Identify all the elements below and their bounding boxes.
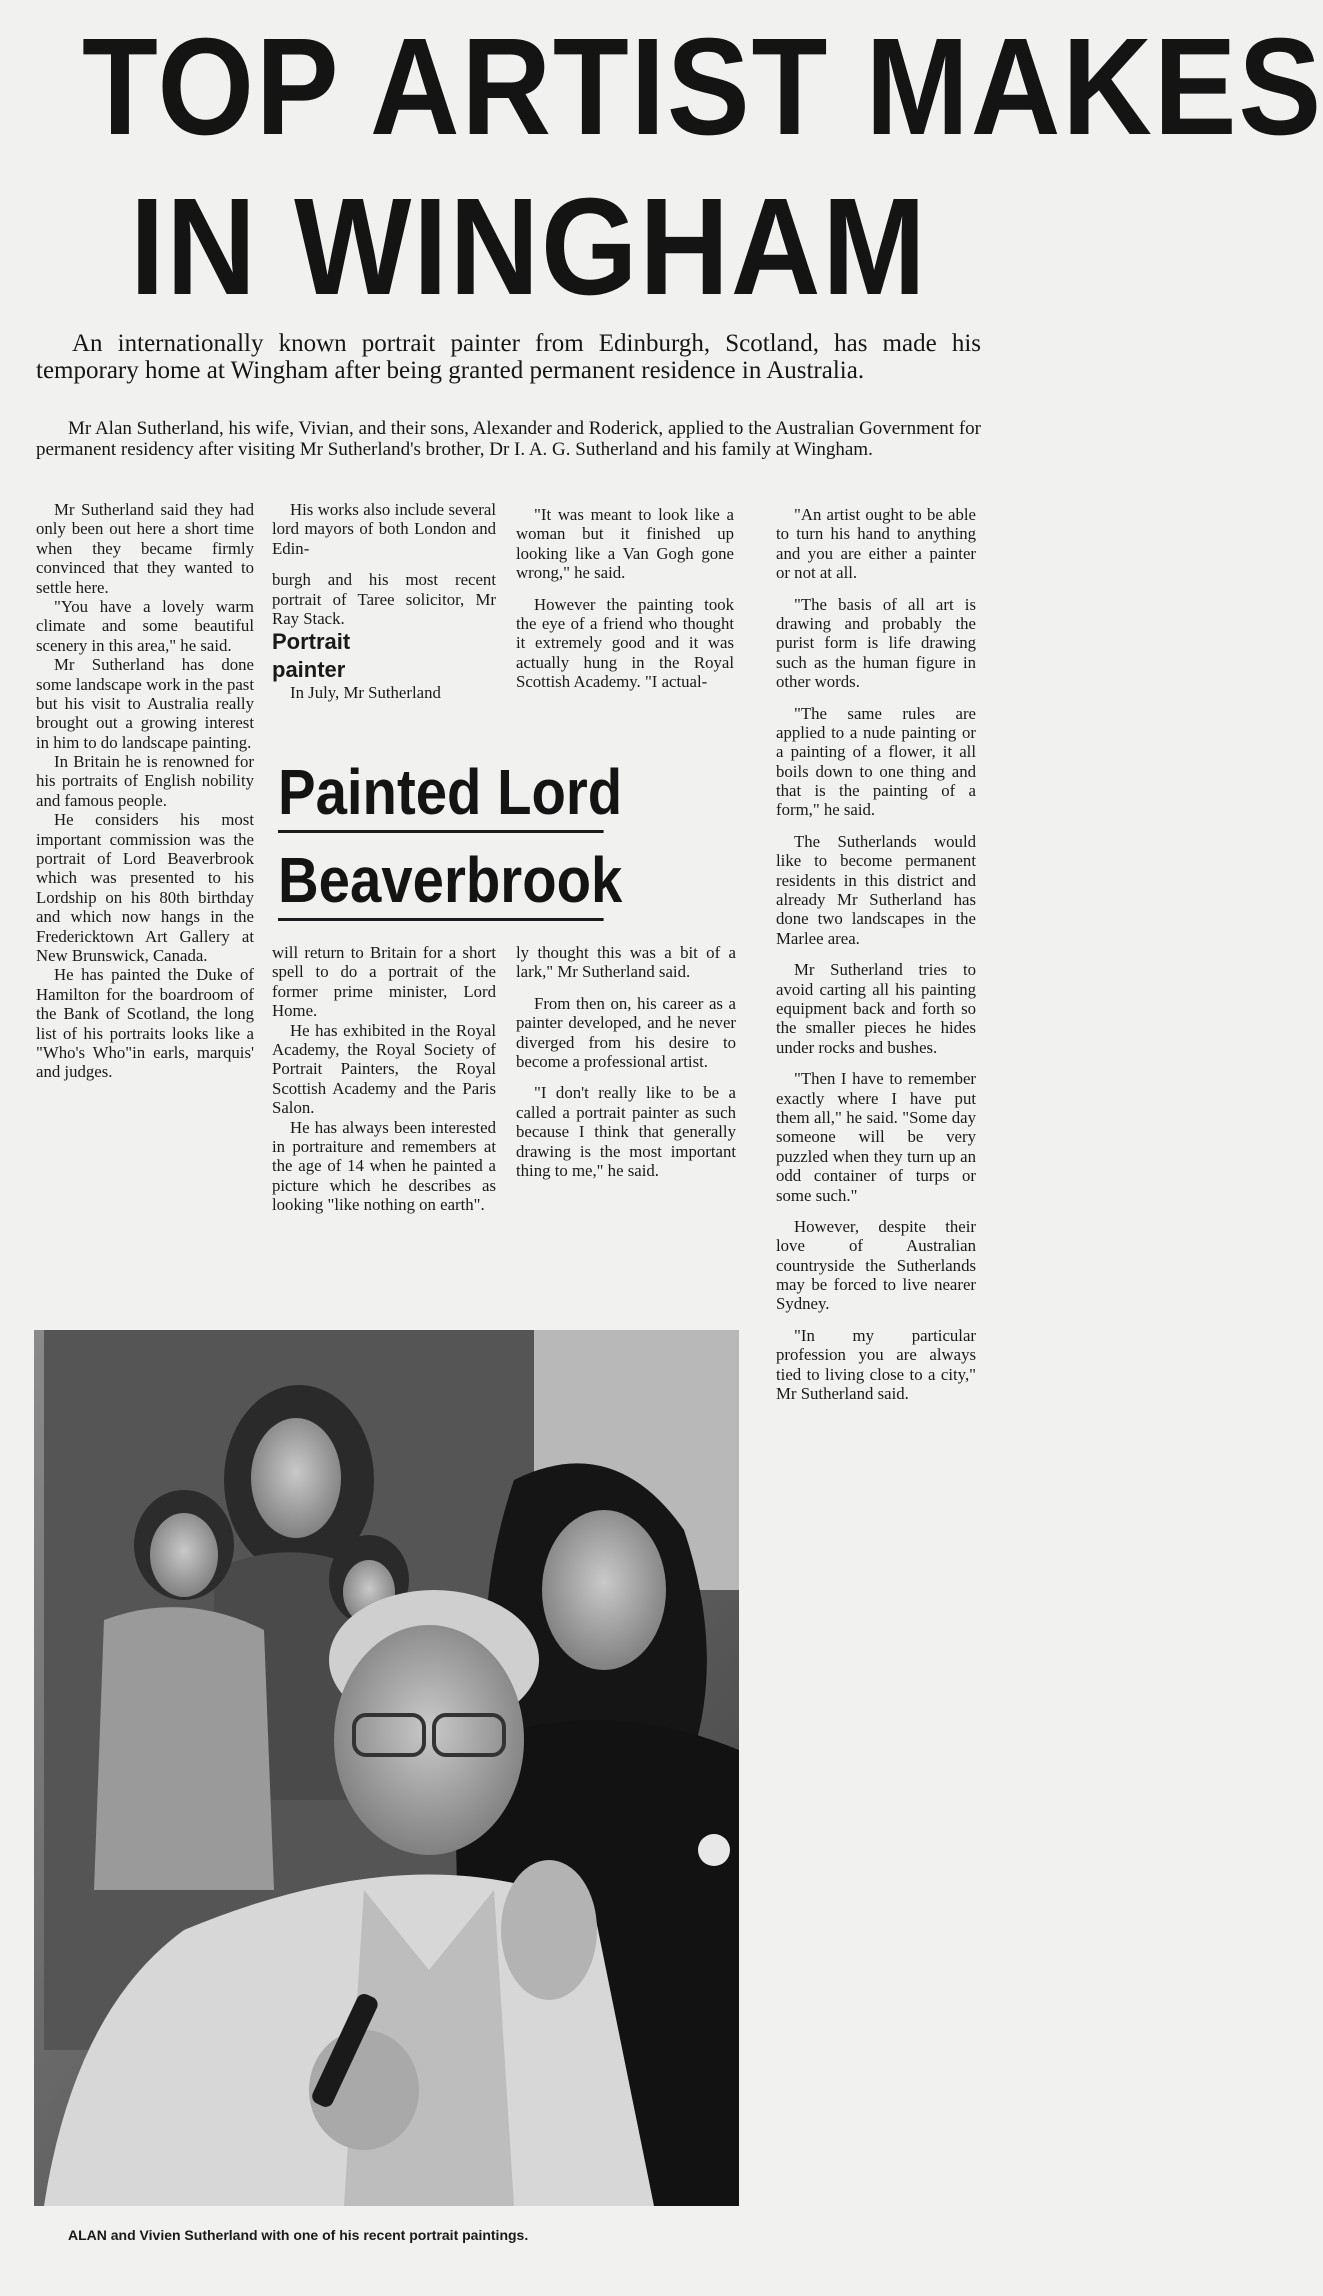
article-column-2-bottom [272, 943, 496, 1214]
column-paragraph: He has always been interested in portraiture and remembers at the age of 14 when he painted a picture which he describes as looking "like nothing on earth". [272, 1117, 496, 1215]
column-paragraph: However the painting took the eye of a friend who thought it extremely good and it was actually hung in the Royal Scottish Academy. "I actual- [516, 594, 734, 692]
column-paragraph: However, despite their love of Australian countryside the Sutherlands may be forced to live nearer Sydney. [776, 1216, 976, 1314]
headline-line-2: IN WINGHAM [130, 170, 928, 324]
photo-caption: ALAN and Vivien Sutherland with one of his recent portrait paintings. [68, 2227, 529, 2243]
banner-heading-line-2: Beaverbrook [278, 848, 604, 921]
article-column-3-top [516, 505, 734, 692]
column-paragraph: Mr Sutherland has done some landscape work in the past but his visit to Australia really brought out a growing interest in him to do landscape painting. [36, 655, 254, 752]
column-paragraph: "You have a lovely warm climate and some beautiful scenery in this area," he said. [36, 596, 254, 655]
column-paragraph: "The same rules are applied to a nude painting or a painting of a flower, it all boils down to one thing and that is the painting of a form," he said. [776, 703, 976, 820]
column-paragraph: will return to Britain for a short spell to do a portrait of the former prime minister, Lord Home. [272, 943, 496, 1021]
column-paragraph: "It was meant to look like a woman but it finished up looking like a Van Gogh gone wrong," he said. [516, 505, 734, 583]
column-paragraph: "An artist ought to be able to turn his hand to anything and you are either a painter or not at all. [776, 505, 976, 583]
column-paragraph: From then on, his career as a painter developed, and he never diverged from his desire to become a professional artist. [516, 993, 736, 1071]
lead-paragraph-1: An internationally known portrait painter from Edinburgh, Scotland, has made his temporary home at Wingham after being granted permanent residence in Australia. [36, 330, 981, 384]
column-paragraph: "I don't really like to be a called a portrait painter as such because I think that generally drawing is the most important thing to me," he said. [516, 1083, 736, 1180]
column-paragraph: "The basis of all art is drawing and probably the purist form is life drawing such as the human figure in other words. [776, 594, 976, 692]
column-paragraph: "Then I have to remember exactly where I have put them all," he said. "Some day someone will be very puzzled when they turn up an odd container of turps or some such." [776, 1069, 976, 1205]
column-paragraph: He has exhibited in the Royal Academy, the Royal Society of Portrait Painters, the Royal Scottish Academy and the Paris Salon. [272, 1020, 496, 1118]
article-column-2-top [272, 500, 496, 703]
article-column-1 [36, 500, 254, 1082]
column-paragraph: He considers his most important commission was the portrait of Lord Beaverbrook which was presented to his Lordship on his 80th birthday and which now hangs in the Fredericktown Art Gallery at New Brunswick, Canada. [36, 810, 254, 965]
column-paragraph: In Britain he is renowned for his portraits of English nobility and famous people. [36, 752, 254, 810]
subheading-portrait-painter: Portrait painter [272, 629, 351, 682]
column-paragraph: His works also include several lord mayors of both London and Edin- [272, 500, 496, 558]
column-paragraph: The Sutherlands would like to become permanent residents in this district and already Mr Sutherland has done two landscapes in the Marlee area. [776, 831, 976, 948]
column-paragraph: "In my particular profession you are always tied to living close to a city," Mr Sutherland said. [776, 1325, 976, 1404]
column-paragraph: Mr Sutherland tries to avoid carting all his painting equipment back and forth so the smaller pieces he hides under rocks and bushes. [776, 960, 976, 1057]
column-paragraph: burgh and his most recent portrait of Taree solicitor, Mr Ray Stack. [272, 570, 496, 628]
photo-illustration [34, 1330, 739, 2206]
banner-heading-line-1: Painted Lord [278, 760, 604, 833]
column-paragraph: Mr Sutherland said they had only been out here a short time when they became firmly convinced that they wanted to settle here. [36, 500, 254, 597]
headline-line-1: TOP ARTIST MAKES [82, 10, 1323, 164]
article-column-3-bottom [516, 943, 736, 1180]
column-paragraph: In July, Mr Sutherland [290, 683, 441, 703]
column-paragraph: He has painted the Duke of Hamilton for the boardroom of the Bank of Scotland, the long list of his portraits looks like a "Who's Who"in earls, marquis' and judges. [36, 965, 254, 1082]
column-paragraph: ly thought this was a bit of a lark," Mr Sutherland said. [516, 943, 736, 982]
lead-paragraph-2: Mr Alan Sutherland, his wife, Vivian, and their sons, Alexander and Roderick, applied to the Australian Government for permanent residency after visiting Mr Sutherland's brother, Dr I. A. G. Sutherland and his family at Wingham. [36, 418, 981, 461]
family-portrait-photo [34, 1330, 739, 2206]
article-column-4 [776, 505, 976, 1403]
